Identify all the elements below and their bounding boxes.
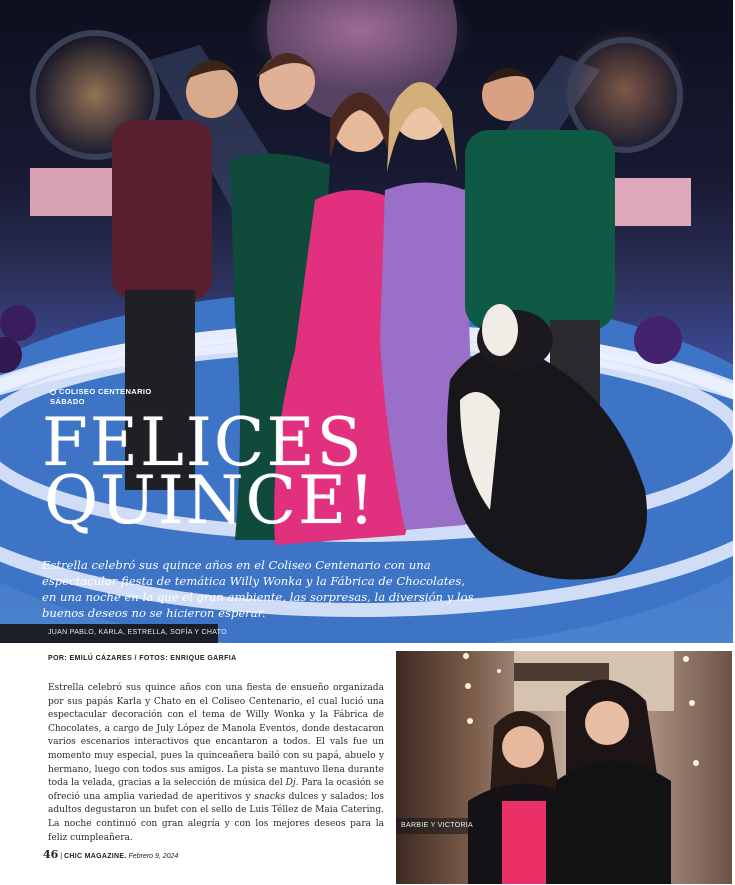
body-text-italic: snacks	[254, 791, 286, 802]
byline: POR: EMILÚ CÁZARES / FOTOS: ENRIQUE GARFIA	[48, 655, 237, 662]
issue-date: Febrero 9, 2024	[128, 853, 179, 860]
footer-separator: |	[60, 853, 63, 860]
article-deck: Estrella celebró sus quince años en el Coliseo Centenario con una espectacular fiesta de temática Willy Wonka y la Fábrica de Chocolates, en una noche en la que el gran ambiente, las sorpresas, la diversión y los buenos deseos no se hicieron esperar.	[42, 558, 474, 620]
magazine-name: CHIC MAGAZINE.	[64, 853, 127, 860]
venue-label: COLISEO CENTENARIO	[59, 387, 152, 396]
secondary-photo-scene	[396, 651, 732, 884]
hero-caption: JUAN PABLO, KARLA, ESTRELLA, SOFÍA Y CHATO	[48, 629, 227, 636]
headline-line-1: FELICES	[42, 404, 364, 481]
headline-line-2: QUINCE!	[44, 462, 377, 539]
led-screen	[30, 168, 122, 216]
page-footer	[43, 848, 178, 861]
page-number: 46	[43, 848, 59, 861]
body-text-part: Estrella celebró sus quince años con una fiesta de ensueño organizada por sus papás Karla y Chato en el Coliseo Centenario, el cual lució una espectacular decoración con el tema de Willy Wonka y la Fábrica de Chocolates, a cargo de July López de Manola Eventos, donde destacaron varios escenarios interactivos que encantaron a todos. El vals fue un momento muy especial, pues la quinceañera bailó con su papá, abuelo y hermano, luego con todos sus amigos. La pista se mantuvo llena durante toda la velada, gracias a la selección de música del	[48, 683, 384, 789]
secondary-photo-caption: BARBIE Y VICTORIA	[401, 822, 474, 829]
purple-ball	[634, 316, 682, 364]
secondary-photo-caption-bar	[396, 818, 486, 834]
location-pin-icon	[50, 389, 56, 395]
day-label: SÁBADO	[50, 397, 85, 406]
body-text-italic: Dj	[285, 778, 296, 789]
body-text-part: dulces y salados; los adultos degustaron un bufet con el sello de Luis Téllez de Maia Catering. La noche continuó con gran alegría y con los mejores deseos para la feliz cumpleañera.	[48, 791, 384, 843]
purple-ball	[0, 305, 36, 341]
body-text-part: . Para la ocasión se ofreció una amplia variedad de aperitivos y	[48, 778, 384, 802]
secondary-photo	[396, 651, 732, 884]
article-body	[48, 682, 384, 845]
hero-caption-bar	[0, 624, 227, 643]
